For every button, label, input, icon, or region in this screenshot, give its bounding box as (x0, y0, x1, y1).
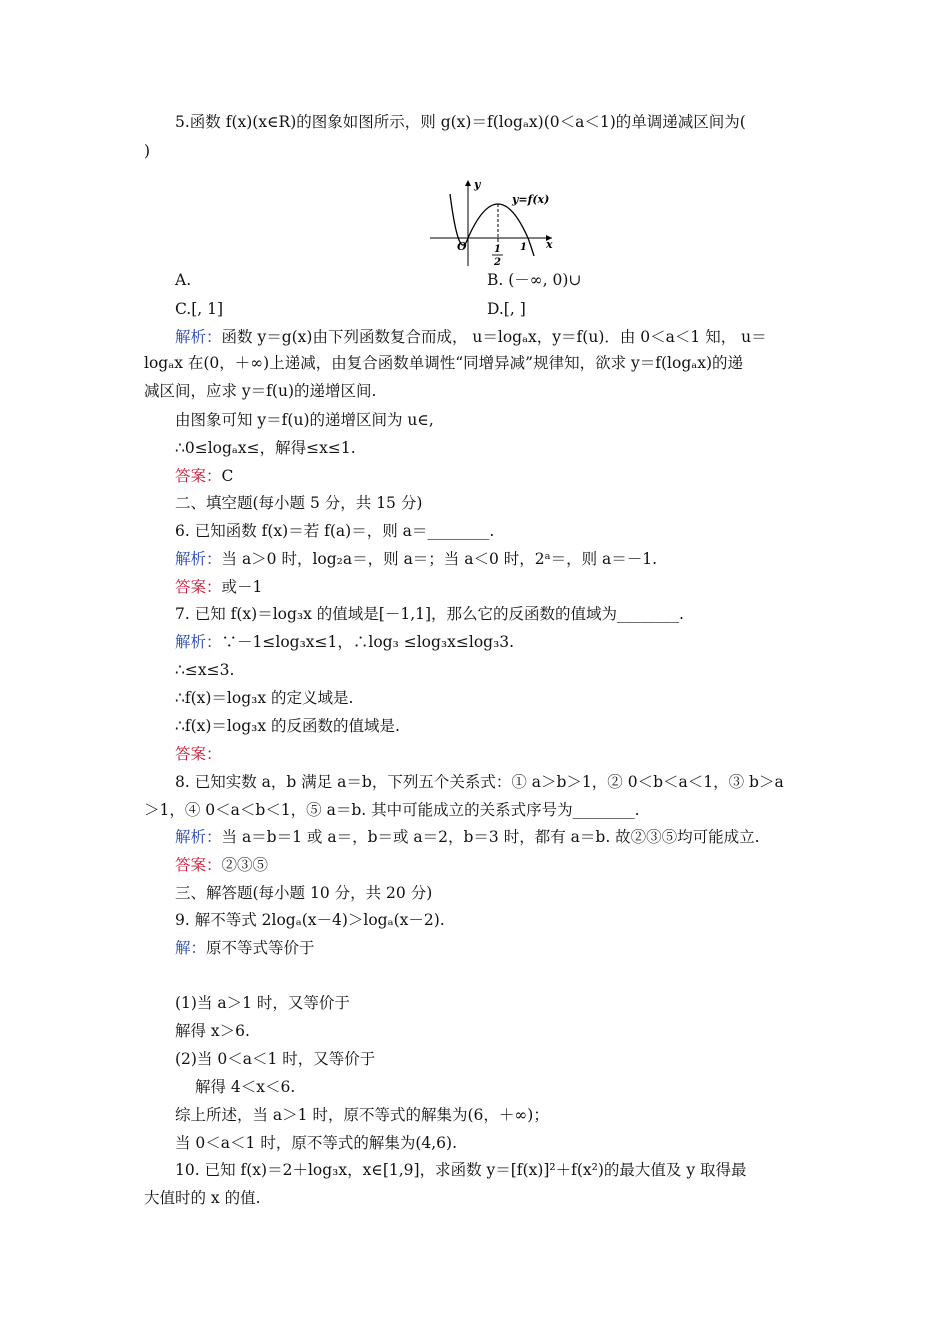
text-line (175, 1160, 747, 1180)
curve-label: y=f(x) (512, 193, 550, 206)
line-text: A. (175, 271, 192, 289)
text-line (175, 1105, 549, 1125)
line-text: 解得 4＜x＜6. (195, 1078, 296, 1096)
text-line (195, 1077, 295, 1097)
line-text: 或－1 (221, 578, 263, 596)
text-line (144, 381, 376, 401)
text-line (175, 855, 268, 875)
line-text: 8. 已知实数 a，b 满足 a＝b，下列五个关系式：① a＞b＞1，② 0＜b＜a＜1，③ b＞a (175, 773, 784, 791)
line-text: ) (144, 142, 151, 160)
line-text: 9. 解不等式 2logₐ(x－4)＞logₐ(x－2). (175, 911, 445, 929)
text-line (175, 521, 494, 541)
text-line (175, 299, 223, 319)
text-line (175, 1021, 250, 1041)
one-label: 1 (520, 242, 527, 253)
line-text: 当 0＜a＜1 时，原不等式的解集为(4,6). (175, 1134, 457, 1152)
text-line (175, 438, 356, 458)
text-line (175, 410, 434, 430)
text-line (175, 660, 234, 680)
line-text: ∴f(x)＝log₃x 的定义域是. (175, 689, 354, 707)
text-line (175, 1133, 457, 1153)
analysis-label: 解： (175, 939, 207, 957)
x-label: x (546, 238, 553, 251)
text-line (144, 353, 743, 373)
text-line (175, 716, 400, 736)
line-text: C.[, 1] (175, 300, 224, 318)
text-line (175, 772, 784, 792)
y-axis-arrow (465, 180, 471, 186)
text-line (175, 910, 445, 930)
analysis-label: 解析： (175, 328, 222, 346)
analysis-label: 解析： (175, 633, 222, 651)
y-label: y (474, 178, 481, 191)
line-text: ∵－1≤log₃x≤1，∴log₃ ≤log₃x≤log₃3. (221, 633, 515, 651)
line-text: logₐx 在(0，＋∞)上递减，由复合函数单调性“同增异减”规律知，欲求 y＝f(logₐx)的递 (144, 354, 744, 372)
text-line (175, 493, 422, 513)
line-text: 7. 已知 f(x)＝log₃x 的值域是[－1,1]，那么它的反函数的值域为________. (175, 605, 684, 623)
text-line (175, 466, 233, 486)
text-line (175, 938, 315, 958)
origin-label: O (457, 240, 467, 253)
analysis-label: 解析： (175, 550, 222, 568)
line-text: (1)当 a＞1 时，又等价于 (175, 994, 350, 1012)
line-text: ＞1，④ 0＜a＜b＜1，⑤ a＝b. 其中可能成立的关系式序号为________. (144, 801, 640, 819)
text-line (175, 577, 262, 597)
line-text: ②③⑤ (221, 856, 269, 874)
line-text: 10. 已知 f(x)＝2＋log₃x，x∈[1,9]，求函数 y＝[f(x)]²＋f(x²)的最大值及 y 取得最 (175, 1161, 747, 1179)
line-text: C (221, 467, 234, 485)
line-text: ∴≤x≤3. (175, 661, 235, 679)
line-text: 当 a＞0 时，log₂a＝，则 a＝；当 a＜0 时，2ᵃ＝，则 a＝－1. (221, 550, 658, 568)
text-line (144, 1188, 261, 1208)
text-line (175, 883, 432, 903)
function-graph (428, 176, 560, 270)
analysis-label: 解析： (175, 828, 222, 846)
line-text: 减区间，应求 y＝f(u)的递增区间. (144, 382, 377, 400)
text-line (175, 112, 746, 132)
text-line (175, 632, 514, 652)
line-text: 由图象可知 y＝f(u)的递增区间为 u∈, (175, 411, 434, 429)
line-text: 综上所述，当 a＞1 时，原不等式的解集为(6，＋∞)； (175, 1106, 549, 1124)
text-line (487, 299, 526, 319)
text-line (175, 549, 657, 569)
line-text: B. (－∞, 0)∪ (487, 271, 582, 289)
answer-label: 答案： (175, 467, 222, 485)
text-line (144, 800, 640, 820)
text-line (175, 993, 350, 1013)
line-text: 当 a＝b＝1 或 a＝，b＝或 a＝2，b＝3 时，都有 a＝b. 故②③⑤均可能成立. (221, 828, 760, 846)
line-text: ∴f(x)＝log₃x 的反函数的值域是. (175, 717, 400, 735)
line-text: 三、解答题(每小题 10 分，共 20 分) (175, 884, 433, 902)
answer-label: 答案： (175, 856, 222, 874)
line-text: ∴0≤logₐx≤，解得≤x≤1. (175, 439, 356, 457)
answer-label: 答案： (175, 745, 222, 763)
line-text: 解得 x＞6. (175, 1022, 250, 1040)
line-text: 二、填空题(每小题 5 分，共 15 分) (175, 494, 423, 512)
text-line (175, 688, 353, 708)
line-text: 6. 已知函数 f(x)＝若 f(a)＝，则 a＝________. (175, 522, 495, 540)
text-line (144, 141, 150, 161)
text-line (175, 827, 760, 847)
text-line (487, 270, 581, 290)
text-line (175, 327, 767, 347)
line-text: 函数 y＝g(x)由下列函数复合而成， u＝logₐx，y＝f(u)．由 0＜a＜1 知， u＝ (221, 328, 767, 346)
line-text: 原不等式等价于 (206, 939, 315, 957)
text-line (175, 744, 222, 764)
half-numerator: 1 (494, 244, 501, 255)
answer-label: 答案： (175, 578, 222, 596)
line-text: 5.函数 f(x)(x∈R)的图象如图所示，则 g(x)＝f(logₐx)(0＜a＜1)的单调递减区间为( (175, 113, 746, 131)
text-line (175, 604, 684, 624)
text-line (175, 1049, 375, 1069)
line-text: (2)当 0＜a＜1 时，又等价于 (175, 1050, 376, 1068)
line-text: D.[, ] (487, 300, 526, 318)
line-text: 大值时的 x 的值. (144, 1189, 261, 1207)
half-denominator: 2 (494, 257, 501, 268)
text-line (175, 270, 191, 290)
